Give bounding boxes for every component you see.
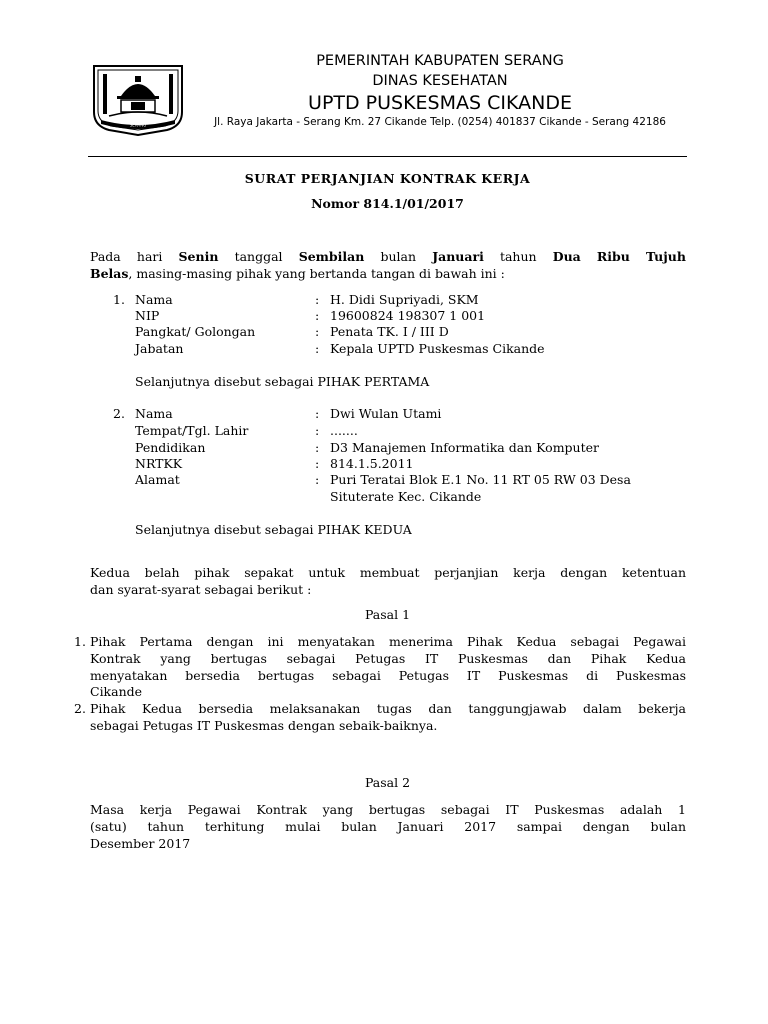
pasal1-heading: Pasal 1 — [364, 607, 411, 622]
opening-line-2: Belas, masing-masing pihak yang bertanda tangan di bawah ini : — [90, 266, 505, 281]
opening-line: Pada hari Senin tanggal Sembilan bulan Januari tahun Dua Ribu Tujuh — [90, 249, 686, 264]
letterhead-government: PEMERINTAH KABUPATEN SERANG — [316, 53, 564, 69]
letterhead-agency: DINAS KESEHATAN — [372, 73, 508, 89]
opening-date: Sembilan — [298, 249, 365, 264]
party2-label-education: Pendidikan — [135, 440, 206, 455]
colon: : — [315, 440, 320, 455]
party1-designation: Selanjutnya disebut sebagai PIHAK PERTAMA — [135, 374, 430, 389]
pasal2-line3: Desember 2017 — [90, 836, 191, 851]
colon: : — [315, 456, 320, 471]
colon: : — [315, 292, 320, 307]
pasal2-heading: Pasal 2 — [364, 775, 411, 790]
party1-label-rank: Pangkat/ Golongan — [135, 324, 256, 339]
pasal1-item1-line2: Kontrak yang bertugas sebagai Petugas IT Puskesmas dan Pihak Kedua — [90, 651, 686, 666]
party2-value-education: D3 Manajemen Informatika dan Komputer — [330, 440, 600, 455]
letterhead-unit: UPTD PUSKESMAS CIKANDE — [308, 92, 572, 114]
agreement-line-2: dan syarat-syarat sebagai berikut : — [90, 582, 312, 597]
agreement-line-1: Kedua belah pihak sepakat untuk membuat perjanjian kerja dengan ketentuan — [90, 565, 686, 580]
regency-emblem-icon — [91, 62, 185, 136]
colon: : — [315, 324, 320, 339]
party2-number: 2. — [113, 406, 125, 421]
party1-value-rank: Penata TK. I / III D — [330, 324, 449, 339]
party2-label-birth: Tempat/Tgl. Lahir — [135, 423, 249, 438]
party1-label-position: Jabatan — [135, 341, 184, 356]
party2-label-address: Alamat — [135, 472, 180, 487]
party1-value-nip: 19600824 198307 1 001 — [330, 308, 486, 323]
pasal1-item2-line2: sebagai Petugas IT Puskesmas dengan sebaik-baiknya. — [90, 718, 438, 733]
document-title: SURAT PERJANJIAN KONTRAK KERJA — [244, 171, 531, 186]
pasal1-item2-line1: Pihak Kedua bersedia melaksanakan tugas dan tanggungjawab dalam bekerja — [90, 701, 686, 716]
party2-value-address: Puri Teratai Blok E.1 No. 11 RT 05 RW 03 Desa — [330, 472, 631, 487]
pasal1-item1-number: 1. — [74, 634, 86, 649]
party1-value-position: Kepala UPTD Puskesmas Cikande — [330, 341, 545, 356]
party2-value-name: Dwi Wulan Utami — [330, 406, 442, 421]
document-number: Nomor 814.1/01/2017 — [311, 196, 464, 211]
colon: : — [315, 341, 320, 356]
pasal1-item1-line1: Pihak Pertama dengan ini menyatakan menerima Pihak Kedua sebagai Pegawai — [90, 634, 686, 649]
regency-logo — [91, 62, 185, 136]
pasal1-item1-line3: menyatakan bersedia bertugas sebagai Petugas IT Puskesmas di Puskesmas — [90, 668, 686, 683]
pasal2-line2: (satu) tahun terhitung mulai bulan Januari 2017 sampai dengan bulan — [90, 819, 686, 834]
colon: : — [315, 308, 320, 323]
party2-value-address-cont: Situterate Kec. Cikande — [330, 489, 482, 504]
opening-day: Senin — [178, 249, 219, 264]
pasal1-item2-number: 2. — [74, 701, 86, 716]
party2-value-nrtkk: 814.1.5.2011 — [330, 456, 414, 471]
svg-text:SERANG: SERANG — [129, 122, 147, 128]
opening-month: Januari — [432, 249, 484, 264]
letterhead-divider — [88, 156, 687, 157]
letterhead-address: Jl. Raya Jakarta - Serang Km. 27 Cikande Telp. (0254) 401837 Cikande - Serang 42186 — [214, 116, 666, 128]
opening-year-end: Belas — [90, 266, 129, 281]
colon: : — [315, 423, 320, 438]
party2-label-nrtkk: NRTKK — [135, 456, 183, 471]
pasal2-line1: Masa kerja Pegawai Kontrak yang bertugas sebagai IT Puskesmas adalah 1 — [90, 802, 686, 817]
colon: : — [315, 406, 320, 421]
party2-designation: Selanjutnya disebut sebagai PIHAK KEDUA — [135, 522, 412, 537]
party2-value-birth: ....... — [330, 423, 358, 438]
party2-label-name: Nama — [135, 406, 173, 421]
party1-number: 1. — [113, 292, 125, 307]
party1-label-name: Nama — [135, 292, 173, 307]
party1-value-name: H. Didi Supriyadi, SKM — [330, 292, 479, 307]
pasal1-item1-line4: Cikande — [90, 684, 143, 699]
party1-label-nip: NIP — [135, 308, 160, 323]
colon: : — [315, 472, 320, 487]
